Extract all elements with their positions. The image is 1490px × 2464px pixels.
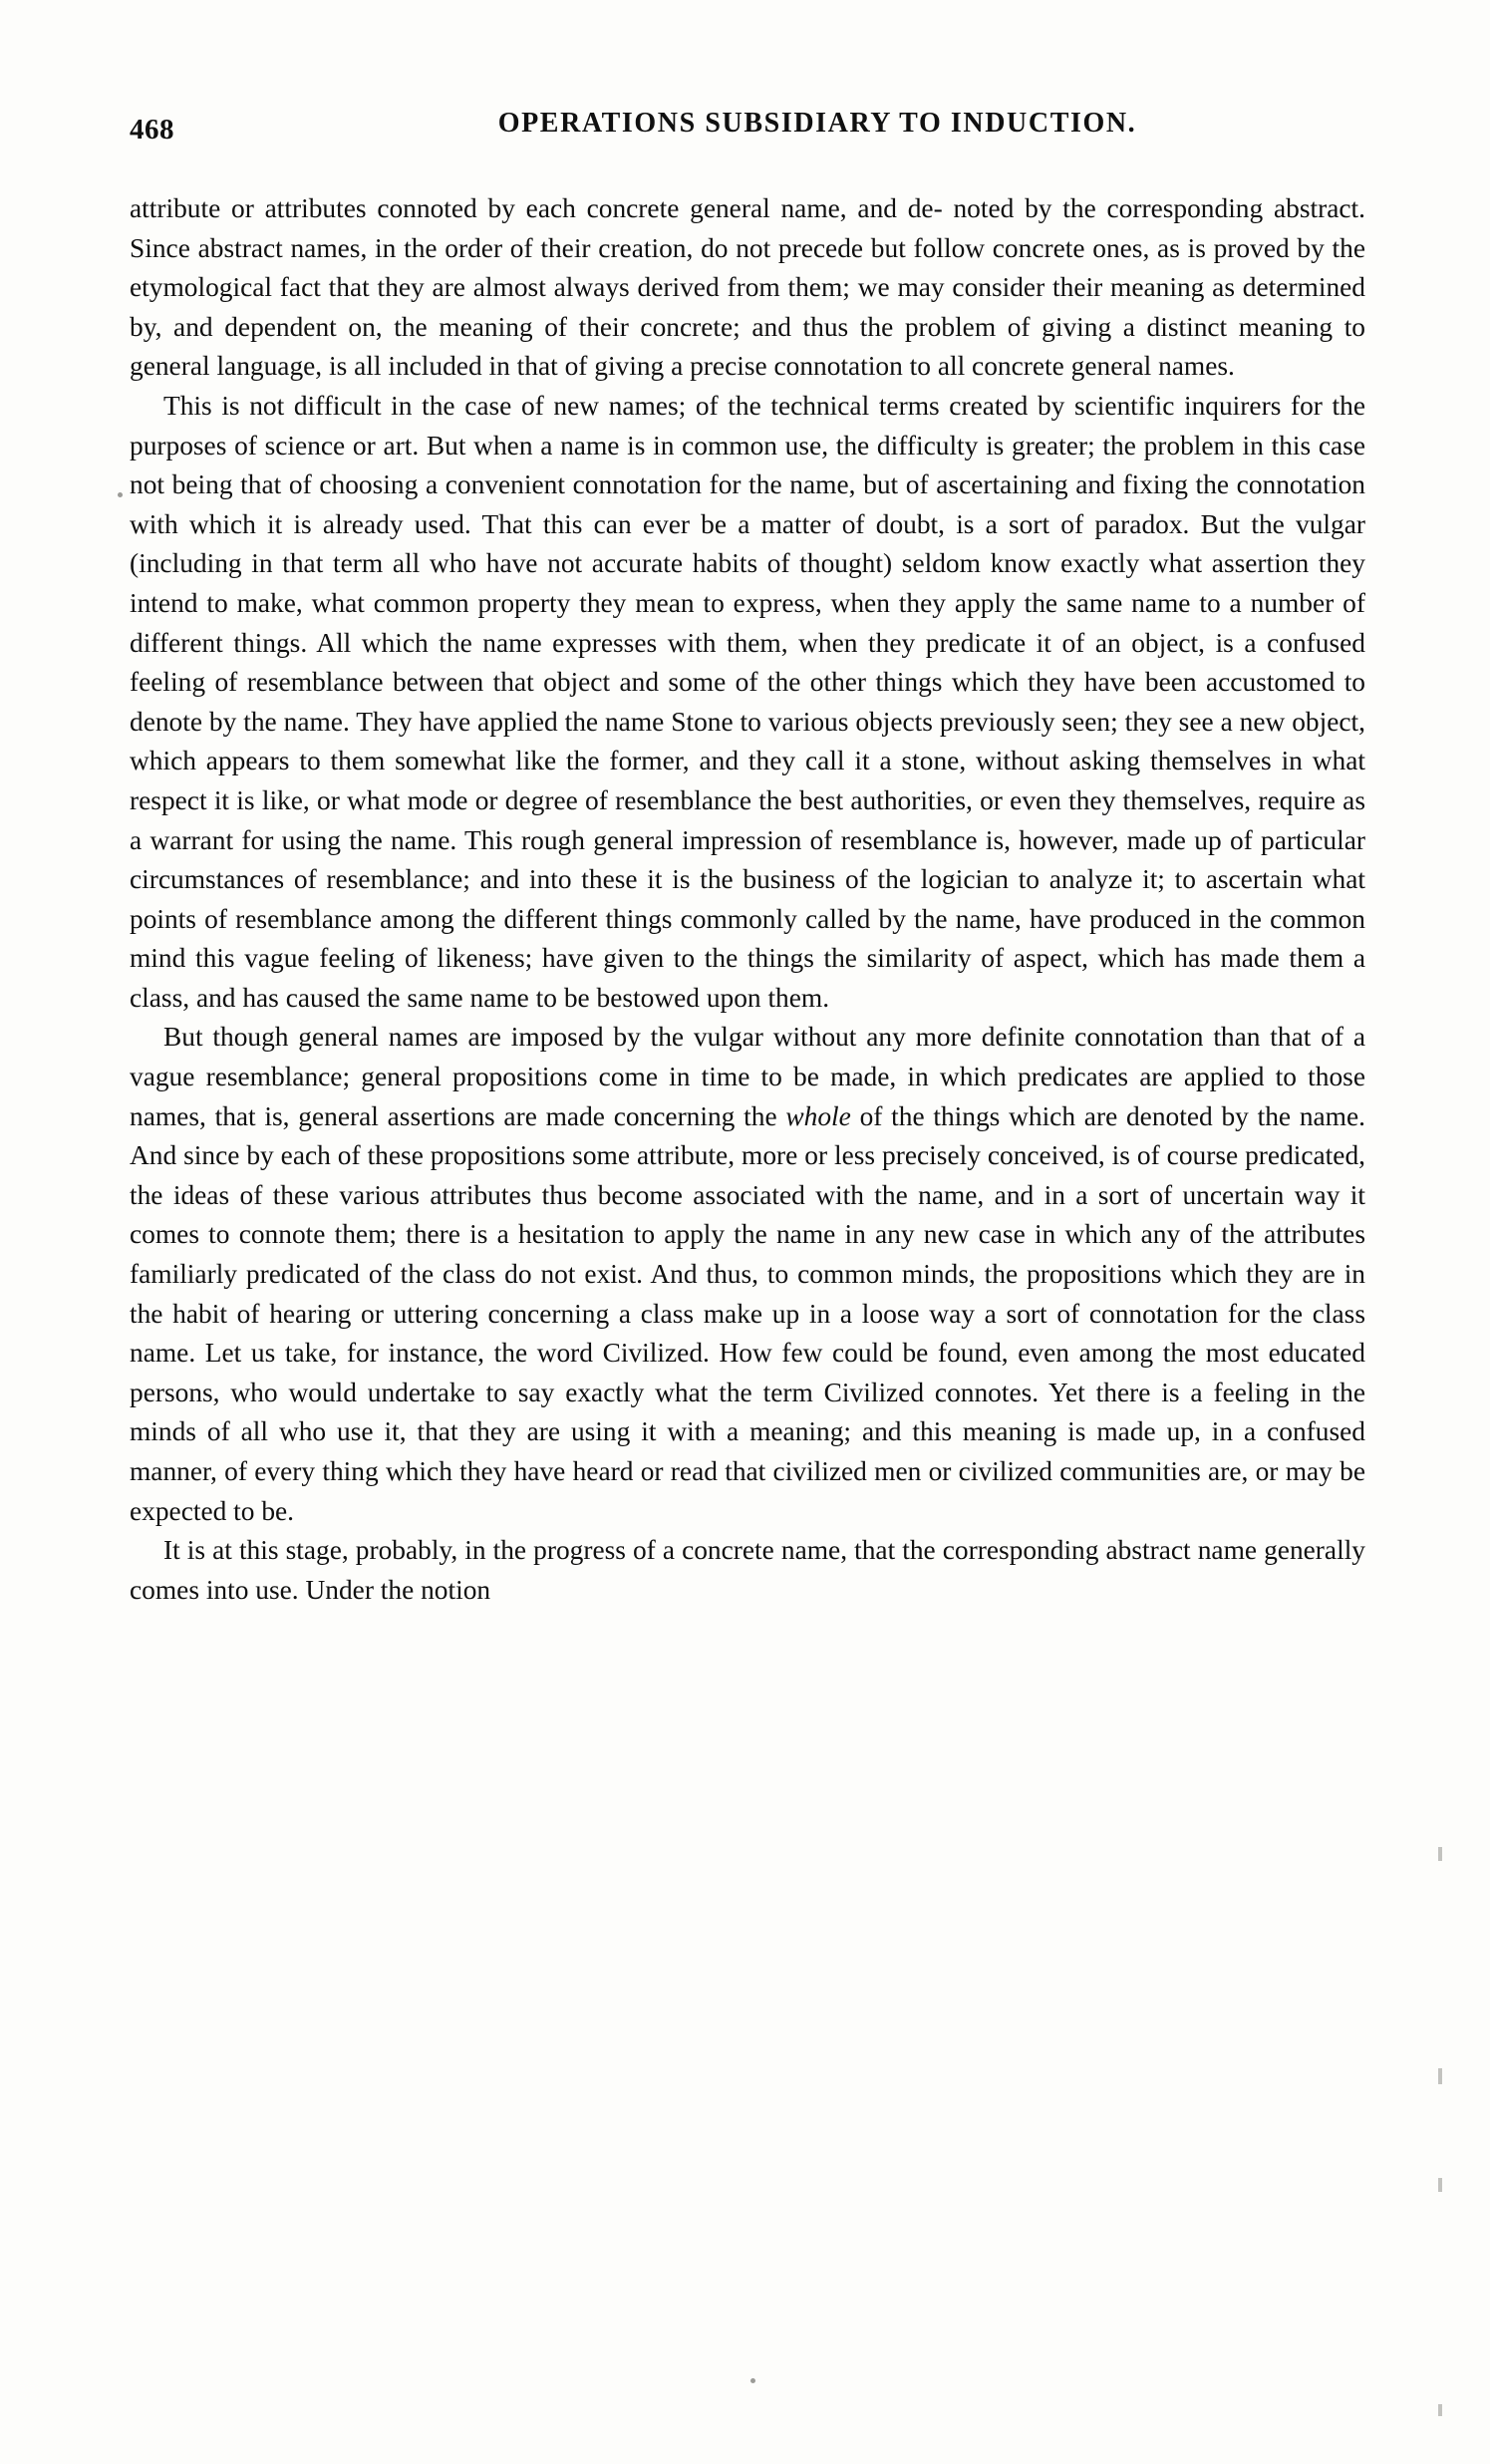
paragraph-4: It is at this stage, probably, in the progress of a concrete name, that the corresponding abstract name generally comes into use. Under the notion (130, 1535, 1365, 1605)
paragraph-3-part-1: But though general names are imposed by the vulgar without any more definite connotation than that of a vague resemblance; general propositions come in time to be made, in which predicates are applied to those names, that is, general assertions are made concerning the (130, 1022, 1365, 1131)
paragraph-1: attribute or attributes connoted by each concrete general name, and de‐ noted by the corresponding abstract. Since abstract names, in the order of their creation, do not precede but follow concrete ones, as is proved by the etymological fact that they are almost always derived from them; we may consider their meaning as determined by, and dependent on, the meaning of their concrete; and thus the problem of giving a distinct meaning to general language, is all included in that of giving a precise connotation to all concrete general names. (130, 193, 1365, 382)
page-edge-mark (1438, 1847, 1442, 1861)
scan-speck (750, 2378, 755, 2383)
paragraph-3-part-2: of the things which are denoted by the name. And since by each of these propositions some attribute, more or less precisely conceived, is of course predicated, the ideas of these various attributes thus become associated with the name, and in a sort of uncertain way it comes to connote them; there is a hesitation to apply the name in any new case in which any of the attributes familiarly predicated of the class do not exist. And thus, to common minds, the propositions which they are in the habit of hearing or uttering concerning a class make up in a loose way a sort of connotation for the class name. Let us take, for instance, the word Civilized. How few could be found, even among the most educated persons, who would undertake to say exactly what the term Civilized connotes. Yet there is a feeling in the minds of all who use it, that they are using it with a meaning; and this meaning is made up, in a confused manner, of every thing which they have heard or read that civilized men or civilized communities are, or may be expected to be. (130, 1100, 1365, 1526)
scan-speck (118, 492, 123, 497)
page-edge-mark (1438, 2068, 1442, 2084)
paragraph-3 (130, 1018, 1365, 1531)
running-head: OPERATIONS SUBSIDIARY TO INDUCTION. (497, 108, 1137, 139)
page-number: 468 (130, 114, 174, 146)
paragraph-2: This is not difficult in the case of new names; of the technical terms created by scientific inquirers for the purposes of science or art. But when a name is in common use, the difficulty is greater; the problem in this case not being that of choosing a convenient connotation for the name, but of ascertaining and fixing the connotation with which it is already used. That this can ever be a matter of doubt, is a sort of paradox. But the vulgar (including in that term all who have not accurate habits of thought) seldom know exactly what assertion they intend to make, what common property they mean to express, when they apply the same name to a number of different things. All which the name expresses with them, when they predicate it of an object, is a confused feeling of resemblance between that object and some of the other things which they have been accustomed to denote by the name. They have applied the name Stone to various objects previously seen; they see a new object, which appears to them somewhat like the former, and they call it a stone, without asking themselves in what respect it is like, or what mode or degree of resemblance the best authorities, or even they themselves, require as a warrant for using the name. This rough general impression of resemblance is, however, made up of particular circumstances of resemblance; and into these it is the business of the logician to analyze it; to ascertain what points of resemblance among the different things commonly called by the name, have produced in the common mind this vague feeling of likeness; have given to the things the similarity of aspect, which has made them a class, and has caused the same name to be bestowed upon them. (130, 390, 1365, 1013)
page-edge-mark (1438, 2178, 1442, 2192)
page-edge-mark (1438, 2404, 1442, 2416)
emphasis-whole: whole (785, 1100, 851, 1131)
page-header (130, 108, 1360, 154)
page-body (130, 189, 1365, 1610)
